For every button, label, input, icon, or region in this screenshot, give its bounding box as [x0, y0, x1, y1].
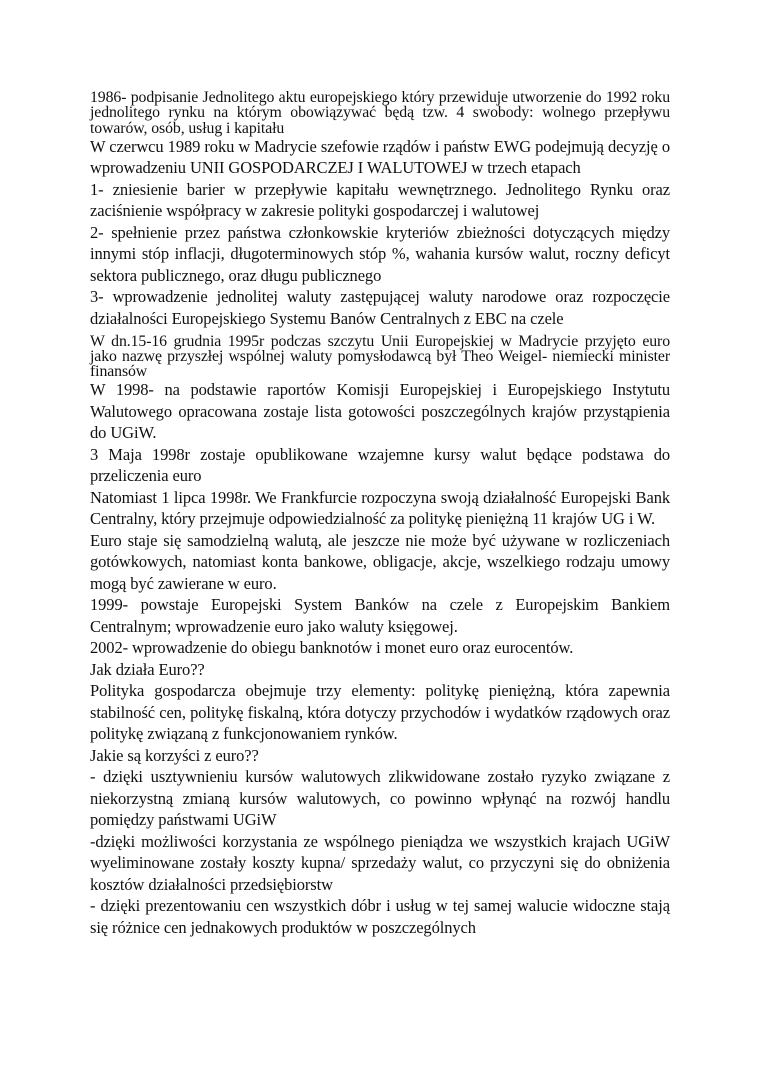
paragraph-benefit-exchange-rates: - dzięki usztywnieniu kursów walutowych zlikwidowane zostało ryzyko związane z niekorzystną zmianą kursów walutowych, co powinno wpłynąć na rozwój handlu pomiędzy państwami UGiW	[90, 767, 670, 830]
paragraph-1995: W dn.15-16 grudnia 1995r podczas szczytu Unii Europejskiej w Madrycie przyjęto euro jako nazwę przyszłej wspólnej waluty pomysłodawcą był Theo Weigel- niemiecki minister finansów	[90, 333, 670, 380]
paragraph-1989: W czerwcu 1989 roku w Madrycie szefowie rządów i państw EWG podejmują decyzję o wprowadzeniu UNII GOSPODARCZEJ I WALUTOWEJ w trzech etapach	[90, 136, 670, 178]
paragraph-1999: 1999- powstaje Europejski System Banków na czele z Europejskim Bankiem Centralnym; wprowadzenie euro jako waluty księgowej.	[90, 595, 670, 636]
paragraph-1986: 1986- podpisanie Jednolitego aktu europejskiego który przewiduje utworzenie do 1992 roku jednolitego rynku na którym obowiązywać będą tzw. 4 swobody: wolnego przepływu towarów, osób, usług i kapitału	[90, 89, 670, 137]
document-page	[90, 90, 670, 938]
heading-how-euro-works: Jak działa Euro??	[90, 659, 205, 679]
paragraph-stage-2: 2- spełnienie przez państwa członkowskie kryteriów zbieżności dotyczących między innymi stóp inflacji, długoterminowych stóp %, wahania kursów walut, roczny deficyt sektora publicznego, oraz długu publicznego	[90, 222, 670, 285]
heading-euro-benefits: Jakie są korzyści z euro??	[90, 745, 259, 765]
paragraph-benefit-prices: - dzięki prezentowaniu cen wszystkich dóbr i usług w tej samej walucie widoczne stają się różnice cen jednakowych produktów w poszczególnych	[90, 896, 670, 937]
paragraph-euro-currency: Euro staje się samodzielną walutą, ale jeszcze nie może być używane w rozliczeniach gotówkowych, natomiast konta bankowe, obligacje, akcje, wszelkiego rodzaju umowy mogą być zawierane w euro.	[90, 530, 670, 593]
paragraph-2002: 2002- wprowadzenie do obiegu banknotów i monet euro oraz eurocentów.	[90, 638, 574, 658]
paragraph-economic-policy: Polityka gospodarcza obejmuje trzy elementy: politykę pieniężną, która zapewnia stabilność cen, politykę fiskalną, która dotyczy przychodów i wydatków rządowych oraz politykę związaną z funkcjonowaniem rynków.	[90, 681, 670, 744]
paragraph-benefit-common-money: -dzięki możliwości korzystania ze wspólnego pieniądza we wszystkich krajach UGiW wyeliminowane zostały koszty kupna/ sprzedaży walut, co przyczyni się do obniżenia kosztów działalności przedsiębiorstw	[90, 831, 670, 894]
paragraph-1998-july: Natomiast 1 lipca 1998r. We Frankfurcie rozpoczyna swoją działalność Europejski Bank Centralny, który przejmuje odpowiedzialność za politykę pieniężną 11 krajów UG i W.	[90, 487, 670, 529]
paragraph-stage-3: 3- wprowadzenie jednolitej waluty zastępującej waluty narodowe oraz rozpoczęcie działalności Europejskiego Systemu Banów Centralnych z EBC na czele	[90, 287, 670, 328]
paragraph-1998-may: 3 Maja 1998r zostaje opublikowane wzajemne kursy walut będące podstawa do przeliczenia euro	[90, 444, 670, 486]
paragraph-1998-reports: W 1998- na podstawie raportów Komisji Europejskiej i Europejskiego Instytutu Walutowego opracowana zostaje lista gotowości poszczególnych krajów przystąpienia do UGiW.	[90, 380, 670, 443]
paragraph-stage-1: 1- zniesienie barier w przepływie kapitału wewnętrznego. Jednolitego Rynku oraz zaciśnienie współpracy w zakresie polityki gospodarczej i walutowej	[90, 179, 670, 221]
